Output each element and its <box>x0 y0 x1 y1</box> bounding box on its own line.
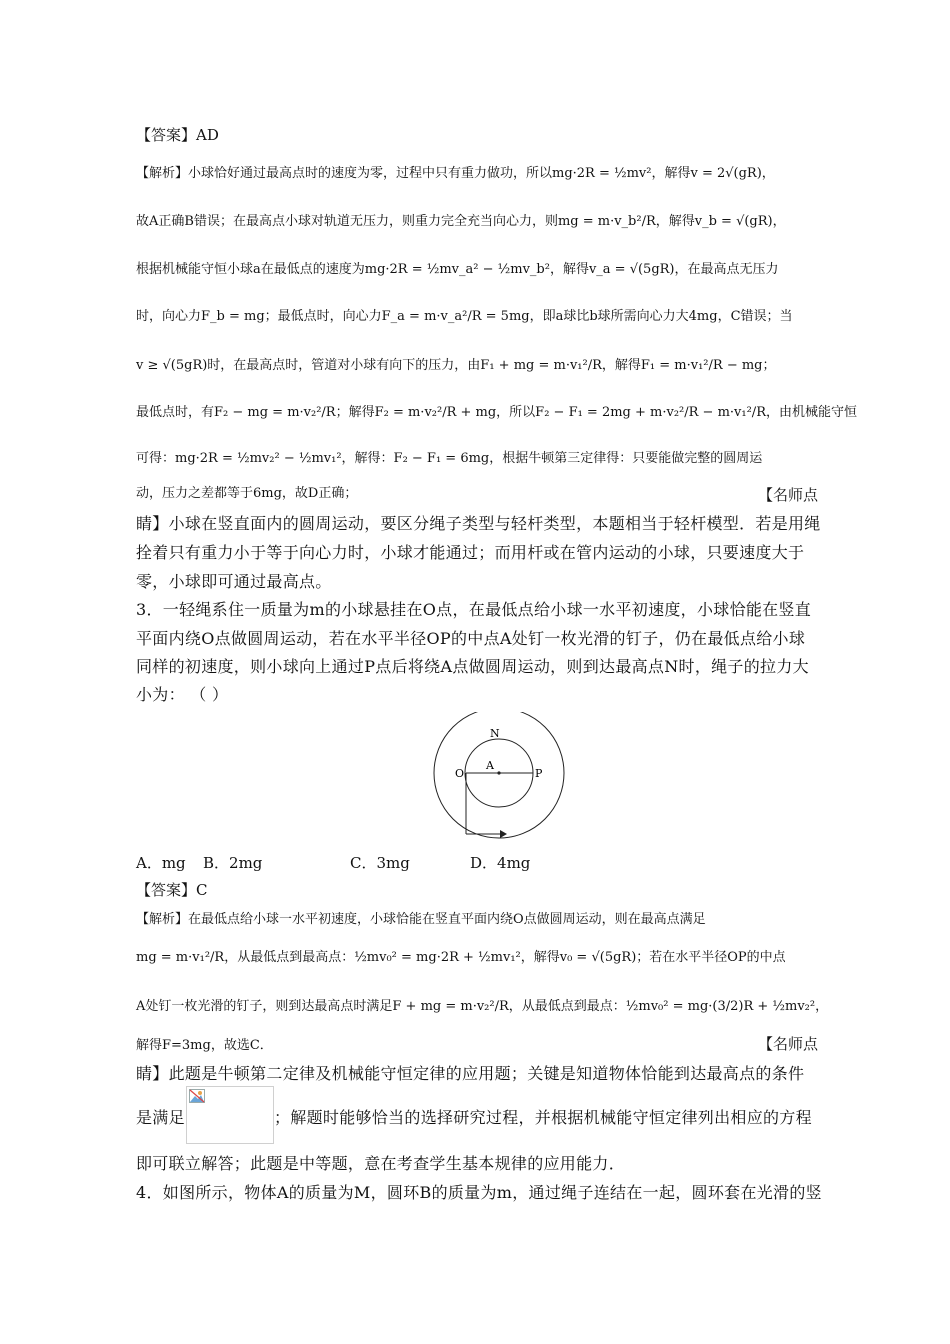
q3-answer: 【答案】C <box>136 881 208 899</box>
q4-stem-line-1: 4．如图所示，物体A的质量为M，圆环B的质量为m，通过绳子连结在一起，圆环套在光滑的竖 <box>136 1183 822 1202</box>
q3-tip-line-3: 即可联立解答；此题是中等题，意在考查学生基本规律的应用能力． <box>136 1154 626 1173</box>
q2-tip-line-2: 拴着只有重力小于等于向心力时，小球才能通过；而用杆或在管内运动的小球，只要速度大于 <box>136 543 805 562</box>
q3-tip-line-2b: ；解题时能够恰当的选择研究过程，并根据机械能守恒定律列出相应的方程 <box>274 1108 812 1127</box>
broken-image-icon <box>189 1089 205 1103</box>
q2-analysis-line-4: 时，向心力F_b = mg；最低点时，向心力F_a = m·v_a²/R = 5mg，即a球比b球所需向心力大4mg，C错误；当 <box>136 309 793 324</box>
q2-tip-tag: 【名师点 <box>757 486 818 504</box>
q2-analysis-line-5: v ≥ √(5gR)时，在最高点时，管道对小球有向下的压力，由F₁ + mg = m·v₁²/R，解得F₁ = m·v₁²/R − mg； <box>136 358 776 373</box>
q3-analysis-line-3: A处钉一枚光滑的钉子，则到达最高点时满足F + mg = m·v₂²/R，从最低点到最点：½mv₀² = mg·(3/2)R + ½mv₂²， <box>136 999 829 1014</box>
q3-tip-line-1: 睛】此题是牛顿第二定律及机械能守恒定律的应用题；关键是知道物体恰能到达最高点的条件 <box>136 1064 805 1083</box>
q3-stem-line-2: 平面内绕O点做圆周运动，若在水平半径OP的中点A处钉一枚光滑的钉子，仍在最低点给小球 <box>136 629 806 648</box>
label-a: A <box>486 759 494 772</box>
point-a-dot <box>497 771 500 774</box>
arrow-head <box>500 830 507 838</box>
q3-tip-tag: 【名师点 <box>757 1035 818 1053</box>
q3-analysis-line-2: mg = m·v₁²/R，从最低点到最高点：½mv₀² = mg·2R + ½mv₁²，解得v₀ = √(5gR)；若在水平半径OP的中点 <box>136 950 786 965</box>
option-a[interactable]: A．mg <box>136 854 186 872</box>
q2-analysis-line-7: 可得：mg·2R = ½mv₂² − ½mv₁²，解得：F₂ − F₁ = 6mg，根据牛顿第三定律得：只要能做完整的圆周运 <box>136 451 763 466</box>
q3-options <box>136 852 636 872</box>
option-c[interactable]: C．3mg <box>350 854 410 872</box>
q2-analysis-line-1: 【解析】小球恰好通过最高点时的速度为零，过程中只有重力做功，所以mg·2R = ½mv²，解得v = 2√(gR)， <box>136 166 775 181</box>
broken-image-placeholder <box>186 1086 274 1144</box>
q2-tip-line-3: 零，小球即可通过最高点。 <box>136 572 332 591</box>
q2-tip-line-1: 睛】小球在竖直面内的圆周运动，要区分绳子类型与轻杆类型，本题相当于轻杆模型．若是用绳 <box>136 514 821 533</box>
q3-tip-line-2a: 是满足 <box>136 1108 185 1127</box>
label-o: O <box>455 767 465 780</box>
q2-answer: 【答案】AD <box>136 126 219 144</box>
q3-analysis-line-4: 解得F=3mg，故选C． <box>136 1038 273 1053</box>
label-p: P <box>535 767 543 780</box>
q3-stem-line-1: 3．一轻绳系住一质量为m的小球悬挂在O点，在最低点给小球一水平初速度，小球恰能在竖直 <box>136 600 812 619</box>
option-d[interactable]: D．4mg <box>470 854 531 872</box>
label-n: N <box>490 727 500 740</box>
q2-analysis-line-6: 最低点时，有F₂ − mg = m·v₂²/R；解得F₂ = m·v₂²/R + mg，所以F₂ − F₁ = 2mg + m·v₂²/R − m·v₁²/R，由机械能守恒 <box>136 405 857 420</box>
q3-figure <box>400 712 570 847</box>
q2-analysis-line-3: 根据机械能守恒小球a在最低点的速度为mg·2R = ½mv_a² − ½mv_b²，解得v_a = √(5gR)，在最高点无压力 <box>136 262 779 277</box>
q3-stem-line-3: 同样的初速度，则小球向上通过P点后将绕A点做圆周运动，则到达最高点N时，绳子的拉力大 <box>136 657 809 676</box>
q3-stem-line-4: 小为： （ ） <box>136 685 229 704</box>
q2-analysis-line-8: 动，压力之差都等于6mg，故D正确； <box>136 486 358 501</box>
q3-analysis-line-1: 【解析】在最低点给小球一水平初速度，小球恰能在竖直平面内绕O点做圆周运动，则在最高点满足 <box>136 912 706 927</box>
q2-analysis-line-2: 故A正确B错误；在最高点小球对轨道无压力，则重力完全充当向心力，则mg = m·v_b²/R，解得v_b = √(gR)， <box>136 214 786 229</box>
option-b[interactable]: B．2mg <box>203 854 263 872</box>
